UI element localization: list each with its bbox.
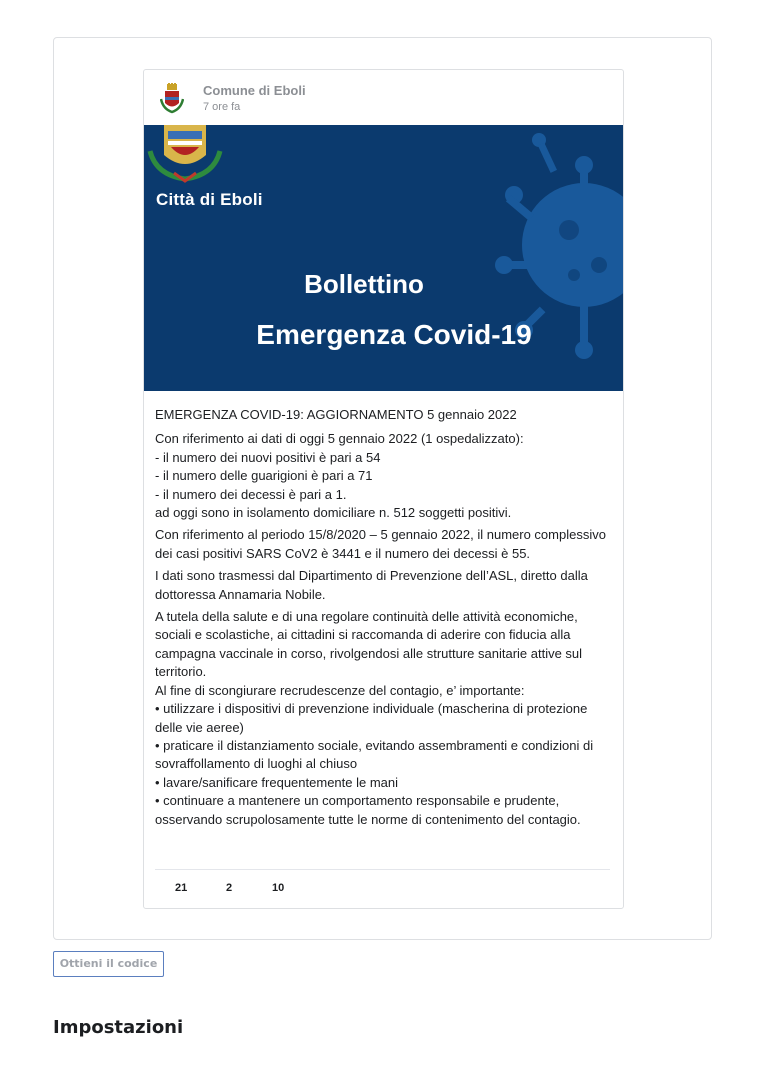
city-name: Città di Eboli bbox=[156, 190, 263, 209]
post-paragraph: I dati sono trasmessi dal Dipartimento di Prevenzione dell’ASL, diretto dalla dottoressa Annamaria Nobile. bbox=[155, 568, 588, 602]
page-name[interactable]: Comune di Eboli bbox=[203, 83, 306, 98]
post-image-banner[interactable] bbox=[144, 125, 624, 391]
settings-heading: Impostazioni bbox=[53, 1017, 184, 1038]
post-divider bbox=[155, 869, 610, 870]
post-timestamp[interactable]: 7 ore fa bbox=[203, 101, 241, 113]
reactions-count[interactable]: 21 bbox=[175, 882, 188, 894]
get-code-button[interactable]: Ottieni il codice bbox=[53, 951, 164, 977]
shares-count[interactable]: 10 bbox=[272, 882, 285, 894]
post-paragraph: EMERGENZA COVID-19: AGGIORNAMENTO 5 gennaio 2022 bbox=[155, 407, 517, 422]
comments-count[interactable]: 2 bbox=[226, 882, 233, 894]
engagement-counts bbox=[144, 882, 623, 898]
banner-subtitle: Emergenza Covid-19 bbox=[256, 319, 532, 350]
post-paragraph: A tutela della salute e di una regolare continuità delle attività economiche, sociali e scolastiche, ai cittadini si raccomanda di aderire con fiducia alla campagna vaccinale in corso, rivolgendosi alle strutture sanitarie attive sul territorio. Al fine di scongiurare recrudescenze del contagio, e’ importante: • utilizzare i dispositivi di prevenzione individuale (mascherina di protezione delle vie aeree) • praticare il distanziamento sociale, evitando assembramenti e condizioni di sovraffollamento di luoghi al chiuso • lavare/sanificare frequentemente le mani • continuare a mantenere un comportamento responsabile e prudente, osservando scrupolosamente tutte le norme di contenimento del contagio. bbox=[155, 609, 594, 827]
post-body-text bbox=[155, 406, 617, 833]
facebook-post-card[interactable] bbox=[143, 69, 624, 909]
banner-title: Bollettino bbox=[304, 269, 424, 299]
post-paragraph: Con riferimento al periodo 15/8/2020 – 5 gennaio 2022, il numero complessivo dei casi positivi SARS CoV2 è 3441 e il numero dei decessi è 55. bbox=[155, 527, 606, 561]
post-header bbox=[144, 70, 623, 125]
post-paragraph: Con riferimento ai dati di oggi 5 gennaio 2022 (1 ospedalizzato): - il numero dei nuovi positivi è pari a 54 - il numero delle guarigioni è pari a 71 - il numero dei decessi è pari a 1. ad oggi sono in isolamento domiciliare n. 512 soggetti positivi. bbox=[155, 431, 524, 521]
city-crest-icon bbox=[144, 125, 226, 183]
coat-of-arms-icon[interactable] bbox=[160, 83, 184, 115]
